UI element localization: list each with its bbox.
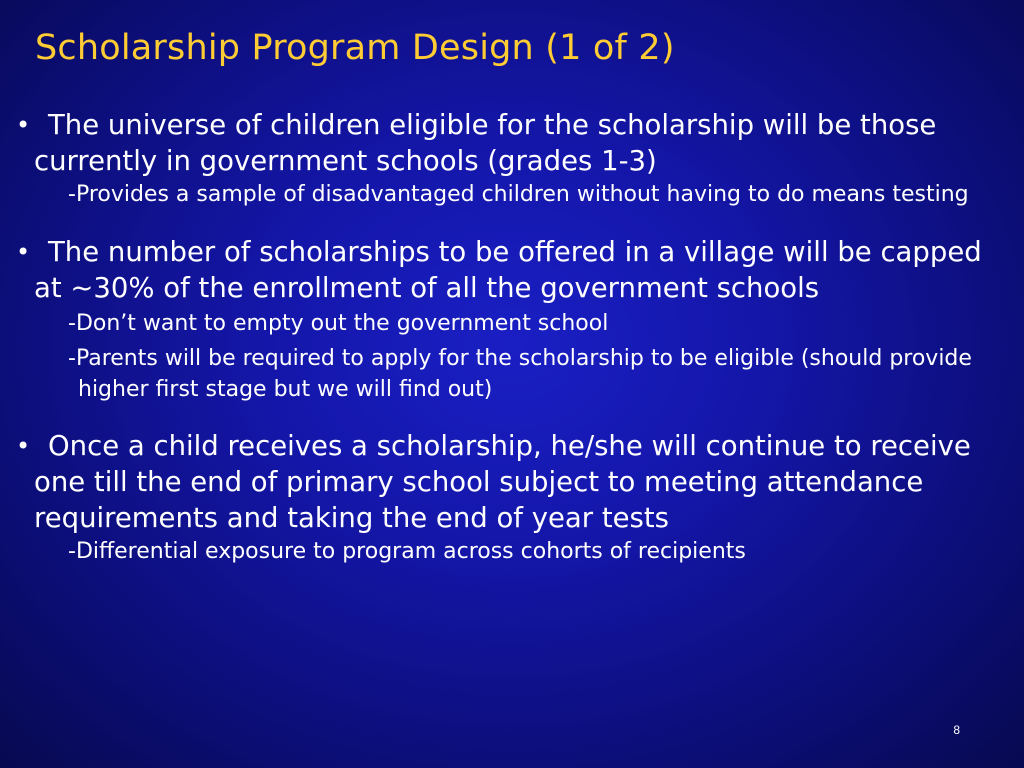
bullet-text: Once a child receives a scholarship, he/she will continue to receive one till the end of primary school subject to meeting attendance requirements and taking the end of year tests	[34, 430, 971, 534]
sub-bullet: -Don’t want to empty out the government school	[68, 311, 609, 336]
slide-content	[14, 107, 1014, 567]
slide-title: Scholarship Program Design (1 of 2)	[35, 28, 675, 68]
sub-bullet: -Parents will be required to apply for the scholarship to be eligible (should provide higher first stage but we will find out)	[68, 346, 972, 402]
page-number: 8	[953, 723, 960, 737]
bullet-icon: •	[16, 432, 31, 460]
bullet-text: The number of scholarships to be offered in a village will be capped at ~30% of the enrollment of all the government schools	[34, 236, 982, 304]
sub-bullet: -Differential exposure to program across cohorts of recipients	[68, 539, 746, 564]
bullet-item	[14, 107, 1014, 179]
bullet-item	[14, 428, 1014, 536]
bullet-item	[14, 234, 1014, 306]
sub-bullet: -Provides a sample of disadvantaged children without having to do means testing	[68, 182, 969, 207]
bullet-icon: •	[16, 238, 31, 266]
bullet-text: The universe of children eligible for the scholarship will be those currently in government schools (grades 1-3)	[34, 109, 937, 177]
bullet-icon: •	[16, 111, 31, 139]
